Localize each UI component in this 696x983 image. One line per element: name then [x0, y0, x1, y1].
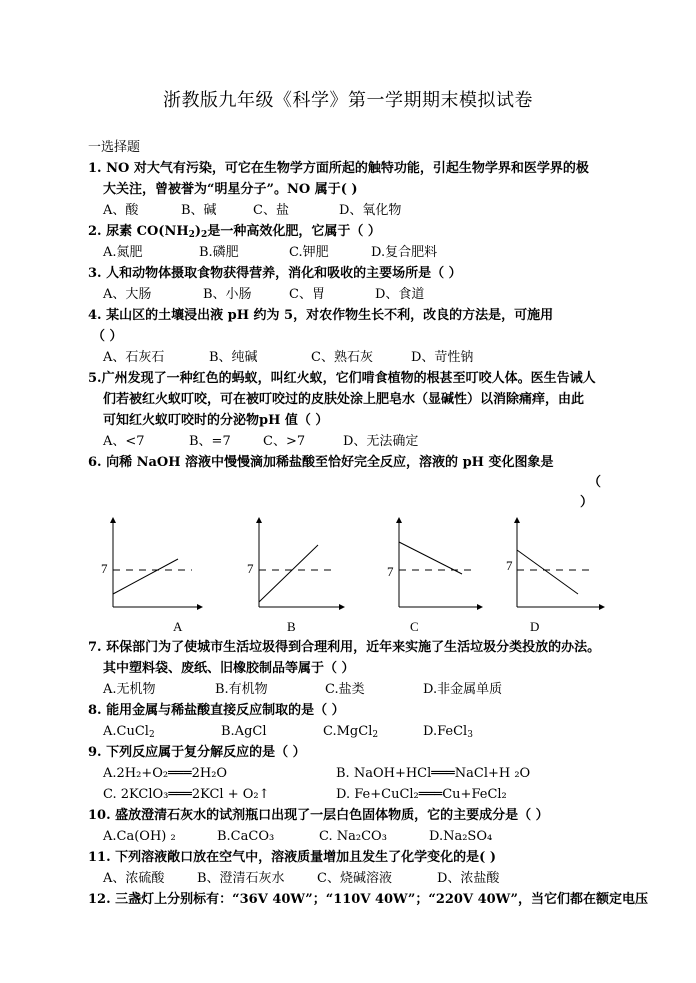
q5-text-line3: 可知红火蚁叮咬时的分泌物pH 值（ ） — [103, 413, 329, 428]
q6-text: 6. 向稀 NaOH 溶液中慢慢滴加稀盐酸至恰好完全反应，溶液的 pH 变化图象是 — [88, 455, 554, 470]
q6-graphs — [0, 512, 696, 637]
q6-paren-open: （ — [588, 475, 602, 490]
q4-option-c: C、熟石灰 — [311, 350, 373, 365]
q3-option-b: B、小肠 — [203, 287, 252, 302]
graph-d-seven: 7 — [506, 558, 513, 573]
q1-text-line1: 1. NO 对大气有污染，可它在生物学方面所起的触特功能，引起生物学界和医学界的极 — [88, 161, 589, 176]
q11-option-a: A、浓硫酸 — [103, 871, 165, 886]
graph-d — [517, 520, 602, 607]
q11-option-d: D、浓盐酸 — [437, 871, 500, 886]
q7-text-line2: 其中塑料袋、废纸、旧橡胶制品等属于（ ） — [103, 661, 355, 676]
q5-option-b: B、=7 — [189, 434, 231, 449]
q4-text-line1: 4. 某山区的土壤浸出液 pH 约为 5，对农作物生长不利，改良的方法是，可施用 — [88, 308, 554, 323]
section-heading: 一选择题 — [88, 140, 141, 155]
q4-options — [103, 349, 473, 367]
q5-option-a: A、<7 — [103, 434, 145, 449]
graph-d-label: D — [530, 619, 540, 634]
q11-option-b: B、澄清石灰水 — [197, 871, 285, 886]
q6-paren-close: ） — [580, 495, 594, 510]
q8-text: 8. 能用金属与稀盐酸直接反应制取的是（ ） — [88, 703, 345, 718]
q7-option-b: B.有机物 — [215, 682, 268, 697]
graph-b-label: B — [287, 619, 296, 634]
q2-option-d: D.复合肥料 — [371, 245, 438, 260]
q2-options — [103, 244, 437, 262]
q9-option-c: C. 2KClO₃═══2KCl + O₂↑ — [103, 787, 270, 802]
q1-text-line2: 大关注，曾被誉为“明星分子”。NO 属于( ) — [103, 182, 358, 197]
q4-option-b: B、纯碱 — [209, 350, 258, 365]
q3-text: 3. 人和动物体摄取食物获得营养，消化和吸收的主要场所是（ ） — [88, 266, 462, 281]
q7-option-d: D.非金属单质 — [423, 682, 503, 697]
graph-b-seven: 7 — [247, 561, 254, 576]
q1-option-c: C、盐 — [253, 203, 289, 218]
q2-option-b: B.磷肥 — [199, 245, 239, 260]
q5-options — [103, 433, 418, 451]
graph-c-label: C — [410, 619, 419, 634]
q10-text: 10. 盛放澄清石灰水的试剂瓶口出现了一层白色固体物质，它的主要成分是（ ） — [88, 808, 549, 823]
q9-option-d: D. Fe+CuCl₂═══Cu+FeCl₂ — [336, 787, 507, 802]
q9-option-a: A.2H₂+O₂═══2H₂O — [103, 766, 228, 781]
q7-options — [103, 681, 502, 699]
q1-option-d: D、氧化物 — [339, 203, 402, 218]
q8-options — [103, 723, 473, 741]
q4-text-line2: （ ） — [92, 329, 123, 344]
q1-option-b: B、碱 — [181, 203, 217, 218]
q3-options — [103, 286, 424, 304]
q3-option-c: C、胃 — [289, 287, 325, 302]
q11-options — [103, 870, 499, 888]
q3-option-d: D、食道 — [375, 287, 425, 302]
q2-option-a: A.氮肥 — [103, 245, 143, 260]
q3-option-a: A、大肠 — [103, 287, 152, 302]
q11-option-c: C、烧碱溶液 — [317, 871, 392, 886]
q2-option-c: C.钾肥 — [289, 245, 329, 260]
q4-option-a: A、石灰石 — [103, 350, 165, 365]
q5-text-line1: 5.广州发现了一种红色的蚂蚁，叫红火蚁，它们啃食植物的根甚至叮咬人体。医生告诫人 — [88, 371, 596, 386]
q7-option-c: C.盐类 — [325, 682, 365, 697]
q1-options — [103, 202, 401, 220]
graph-a — [113, 520, 200, 607]
q5-option-c: C、>7 — [263, 434, 306, 449]
graph-a-seven: 7 — [101, 561, 108, 576]
graph-c — [399, 520, 480, 607]
q9-option-b: B. NaOH+HCl═══NaCl+H ₂O — [336, 766, 531, 781]
q8-option-c: C.MgCl$_2$ — [323, 724, 379, 740]
q1-option-a: A、酸 — [103, 203, 139, 218]
q8-option-d: D.FeCl$_3$ — [423, 724, 473, 740]
q5-text-line2: 们若被红火蚁叮咬，可在被叮咬过的皮肤处涂上肥皂水（显碱性）以消除痛痒，由此 — [103, 392, 585, 407]
graph-b — [259, 520, 342, 607]
q8-option-b: B.AgCl — [221, 724, 267, 739]
q10-option-b: B.CaCO₃ — [217, 829, 275, 844]
q10-option-d: D.Na₂SO₄ — [429, 829, 493, 844]
graph-a-label: A — [173, 619, 183, 634]
q7-option-a: A.无机物 — [103, 682, 156, 697]
q7-text-line1: 7. 环保部门为了使城市生活垃圾得到合理利用，近年来实施了生活垃圾分类投放的办法。 — [88, 640, 601, 655]
q5-option-d: D、无法确定 — [343, 434, 419, 449]
q8-option-a: A.CuCl$_2$ — [103, 724, 155, 740]
q10-options — [103, 828, 492, 846]
q4-option-d: D、苛性钠 — [411, 350, 474, 365]
q12-text: 12. 三盏灯上分别标有：“36V 40W”；“110V 40W”；“220V 40W”，当它们都在额定电压 — [88, 892, 649, 907]
page-title: 浙教版九年级《科学》第一学期期末模拟试卷 — [163, 90, 533, 111]
q10-option-c: C. Na₂CO₃ — [319, 829, 387, 844]
q10-option-a: A.Ca(OH) ₂ — [103, 829, 176, 844]
q2-text: 2. 尿素 $CO(NH_2)_2$是一种高效化肥，它属于（ ） — [88, 224, 381, 240]
q9-text: 9. 下列反应属于复分解反应的是（ ） — [88, 745, 306, 760]
q11-text: 11. 下列溶液敞口放在空气中，溶液质量增加且发生了化学变化的是( ) — [88, 850, 496, 865]
graph-c-seven: 7 — [387, 564, 394, 579]
